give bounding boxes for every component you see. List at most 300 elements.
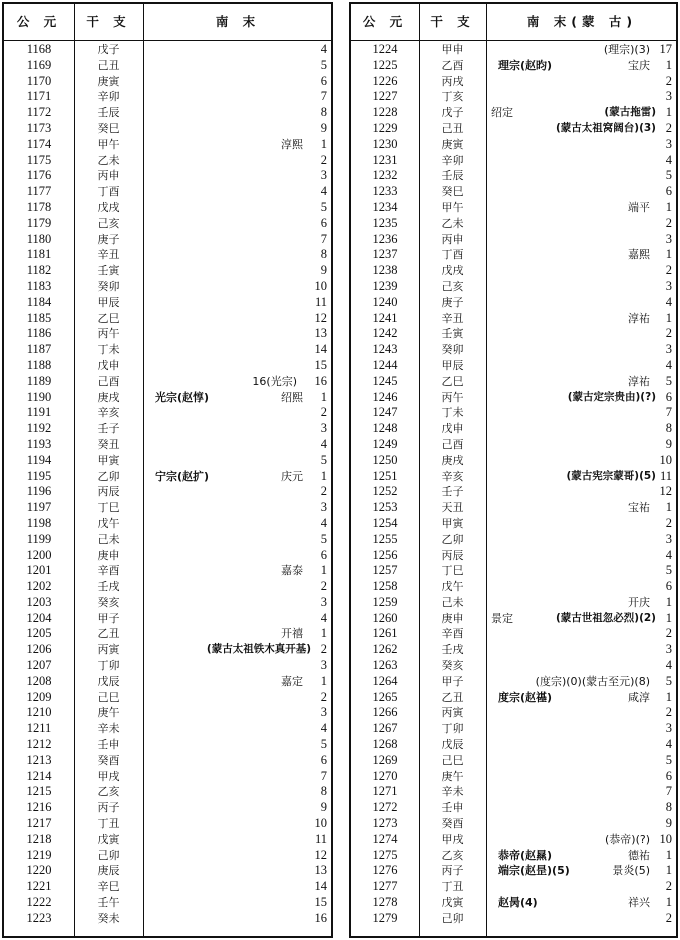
- table-row: [351, 800, 676, 816]
- year-cell: 1272: [372, 800, 398, 815]
- table-row: [351, 516, 676, 532]
- regnal-year: 2: [665, 515, 672, 530]
- regnal-year: 2: [665, 626, 672, 641]
- ganzhi-cell: 庚午: [441, 769, 464, 783]
- regnal-year: 1: [665, 500, 672, 515]
- year-cell: 1235: [372, 215, 398, 230]
- table-row: [4, 895, 331, 911]
- regnal-year: 8: [320, 784, 327, 799]
- era-name: 嘉熙: [628, 248, 650, 262]
- year-cell: 1188: [26, 357, 52, 372]
- regnal-year: 11: [314, 831, 327, 846]
- table-row: [351, 263, 676, 279]
- table-row: [4, 832, 331, 848]
- year-cell: 1239: [372, 278, 398, 293]
- era-name: 咸淳: [628, 690, 650, 704]
- ganzhi-cell: 癸酉: [441, 817, 464, 831]
- year-cell: 1189: [26, 373, 52, 388]
- ganzhi-cell: 丙戌: [441, 74, 464, 88]
- regnal-year: 5: [320, 737, 327, 752]
- regnal-year: 4: [320, 515, 327, 530]
- regnal-year: 2: [320, 689, 327, 704]
- year-cell: 1229: [372, 120, 398, 135]
- regnal-year: 4: [665, 658, 672, 673]
- ganzhi-cell: 壬子: [97, 422, 120, 436]
- ganzhi-cell: 丙午: [441, 390, 464, 404]
- regnal-year: 6: [320, 752, 327, 767]
- regnal-year: 1: [665, 689, 672, 704]
- ganzhi-cell: 甲寅: [441, 516, 464, 530]
- ganzhi-cell: 丁酉: [97, 185, 120, 199]
- year-cell: 1253: [372, 500, 398, 515]
- regnal-year: 3: [320, 168, 327, 183]
- left-table-header: [4, 4, 331, 41]
- ganzhi-cell: 丙寅: [97, 643, 120, 657]
- table-row: [351, 737, 676, 753]
- table-row: [351, 342, 676, 358]
- year-cell: 1251: [372, 468, 398, 483]
- ganzhi-cell: 庚子: [97, 232, 120, 246]
- year-cell: 1177: [26, 184, 52, 199]
- ganzhi-cell: 甲戌: [441, 832, 464, 846]
- ganzhi-cell: 丁未: [97, 343, 120, 357]
- ganzhi-cell: 乙卯: [97, 469, 120, 483]
- era-name: 开庆: [628, 595, 650, 609]
- ganzhi-cell: 戊午: [97, 516, 120, 530]
- header-dynasty: 南 末(蒙 古): [526, 14, 638, 29]
- table-row: [4, 232, 331, 248]
- ganzhi-cell: 乙丑: [441, 690, 464, 704]
- table-row: [351, 579, 676, 595]
- table-row: [351, 911, 676, 927]
- regnal-year: 8: [665, 421, 672, 436]
- table-row: [4, 421, 331, 437]
- era-prefix: 16(光宗): [252, 374, 297, 388]
- ganzhi-cell: 乙巳: [441, 374, 464, 388]
- year-cell: 1261: [372, 626, 398, 641]
- ganzhi-cell: 丁未: [441, 406, 464, 420]
- regnal-year: 17: [659, 42, 672, 56]
- header-year: 公 元: [16, 14, 62, 29]
- regnal-year: 3: [320, 705, 327, 720]
- year-cell: 1264: [372, 673, 398, 688]
- table-row: [4, 42, 331, 58]
- regnal-year: 4: [320, 184, 327, 199]
- ganzhi-cell: 辛卯: [441, 153, 464, 167]
- regnal-year: 2: [665, 326, 672, 341]
- table-row: [351, 437, 676, 453]
- regnal-year: 5: [665, 563, 672, 578]
- table-row: [4, 532, 331, 548]
- ganzhi-cell: 戊午: [441, 580, 464, 594]
- year-cell: 1269: [372, 752, 398, 767]
- year-cell: 1181: [26, 247, 52, 262]
- regnal-year: 1: [665, 895, 672, 910]
- year-cell: 1184: [26, 294, 52, 309]
- table-row: [351, 500, 676, 516]
- year-cell: 1265: [372, 689, 398, 704]
- regnal-year: 11: [659, 468, 672, 483]
- table-row: [4, 611, 331, 627]
- year-cell: 1191: [26, 405, 52, 420]
- table-row: [4, 374, 331, 390]
- table-row: [351, 295, 676, 311]
- emperor-label: 理宗(赵昀): [498, 58, 553, 72]
- regnal-year: 3: [665, 342, 672, 357]
- ganzhi-cell: 己未: [97, 532, 120, 546]
- ganzhi-cell: 壬寅: [441, 327, 464, 341]
- table-row: [4, 326, 331, 342]
- table-row: [351, 374, 676, 390]
- table-row: [4, 405, 331, 421]
- ganzhi-cell: 甲辰: [441, 358, 464, 372]
- regnal-year: 6: [665, 768, 672, 783]
- table-row: [351, 863, 676, 879]
- regnal-year: 3: [665, 231, 672, 246]
- table-row: [4, 658, 331, 674]
- regnal-year: 5: [320, 199, 327, 214]
- ganzhi-cell: 乙亥: [97, 785, 120, 799]
- regnal-year: 1: [665, 594, 672, 609]
- year-cell: 1238: [372, 263, 398, 278]
- year-cell: 1214: [26, 768, 52, 783]
- ganzhi-cell: 辛酉: [97, 564, 120, 578]
- era-prefix: 景定: [491, 611, 513, 625]
- table-row: [351, 642, 676, 658]
- year-cell: 1248: [372, 421, 398, 436]
- regnal-year: 1: [665, 57, 672, 72]
- regnal-year: 5: [320, 452, 327, 467]
- ganzhi-cell: 甲辰: [97, 295, 120, 309]
- year-cell: 1244: [372, 357, 398, 372]
- ganzhi-cell: 癸酉: [97, 753, 120, 767]
- regnal-year: 13: [314, 326, 327, 341]
- ganzhi-cell: 癸巳: [441, 185, 464, 199]
- ganzhi-cell: 戊申: [441, 422, 464, 436]
- table-row: [4, 579, 331, 595]
- regnal-year: 9: [320, 800, 327, 815]
- table-row: [351, 769, 676, 785]
- year-cell: 1193: [26, 436, 52, 451]
- year-cell: 1212: [26, 737, 52, 752]
- regnal-year: 16: [314, 910, 327, 925]
- regnal-year: 5: [665, 673, 672, 688]
- ganzhi-cell: 壬子: [441, 485, 464, 499]
- regnal-year: 4: [320, 436, 327, 451]
- ganzhi-cell: 庚戌: [441, 453, 464, 467]
- mongol-note: (蒙古定宗贵由)(?): [567, 390, 656, 403]
- regnal-year: 2: [665, 705, 672, 720]
- year-cell: 1220: [26, 863, 52, 878]
- table-row: [351, 232, 676, 248]
- ganzhi-cell: 庚子: [441, 295, 464, 309]
- regnal-year: 6: [320, 215, 327, 230]
- year-cell: 1274: [372, 831, 398, 846]
- year-cell: 1182: [26, 263, 52, 278]
- year-cell: 1174: [26, 136, 52, 151]
- left-table: [2, 2, 333, 938]
- ganzhi-cell: 丁丑: [441, 880, 464, 894]
- era-name: 淳熙: [281, 137, 303, 151]
- table-row: [351, 690, 676, 706]
- regnal-year: 3: [320, 500, 327, 515]
- year-cell: 1206: [26, 642, 52, 657]
- year-cell: 1198: [26, 515, 52, 530]
- regnal-year: 4: [665, 737, 672, 752]
- ganzhi-cell: 癸巳: [97, 121, 120, 135]
- table-row: [351, 563, 676, 579]
- ganzhi-cell: 己丑: [441, 121, 464, 135]
- year-cell: 1243: [372, 342, 398, 357]
- regnal-year: 4: [665, 294, 672, 309]
- year-cell: 1202: [26, 579, 52, 594]
- regnal-year: 4: [320, 721, 327, 736]
- year-cell: 1197: [26, 500, 52, 515]
- table-row: [351, 784, 676, 800]
- year-cell: 1241: [372, 310, 398, 325]
- table-row: [351, 848, 676, 864]
- year-cell: 1226: [372, 73, 398, 88]
- table-row: [351, 153, 676, 169]
- year-cell: 1254: [372, 515, 398, 530]
- ganzhi-cell: 辛亥: [97, 406, 120, 420]
- regnal-year: 6: [665, 184, 672, 199]
- regnal-year: 5: [665, 752, 672, 767]
- regnal-year: 11: [314, 294, 327, 309]
- ganzhi-cell: 己酉: [97, 374, 120, 388]
- table-row: [4, 390, 331, 406]
- regnal-year: 2: [320, 484, 327, 499]
- regnal-year: 3: [665, 278, 672, 293]
- ganzhi-cell: 庚申: [441, 611, 464, 625]
- era-name: 嘉定: [281, 674, 303, 688]
- ganzhi-cell: 戊寅: [441, 896, 464, 910]
- table-row: [351, 753, 676, 769]
- regnal-year: 15: [314, 895, 327, 910]
- regnal-year: 4: [665, 152, 672, 167]
- ganzhi-cell: 己卯: [441, 911, 464, 925]
- year-cell: 1219: [26, 847, 52, 862]
- ganzhi-cell: 己亥: [97, 216, 120, 230]
- ganzhi-cell: 丙午: [97, 327, 120, 341]
- regnal-year: 14: [314, 879, 327, 894]
- table-row: [4, 563, 331, 579]
- ganzhi-cell: 庚申: [97, 548, 120, 562]
- table-row: [351, 421, 676, 437]
- regnal-year: 1: [665, 199, 672, 214]
- year-cell: 1255: [372, 531, 398, 546]
- table-row: [351, 595, 676, 611]
- ganzhi-cell: 壬申: [97, 738, 120, 752]
- year-cell: 1263: [372, 658, 398, 673]
- table-row: [351, 74, 676, 90]
- ganzhi-cell: 辛未: [97, 722, 120, 736]
- ganzhi-cell: 己巳: [441, 753, 464, 767]
- ganzhi-cell: 癸未: [97, 911, 120, 925]
- table-row: [351, 611, 676, 627]
- regnal-year: 7: [320, 768, 327, 783]
- year-cell: 1279: [372, 910, 398, 925]
- year-cell: 1218: [26, 831, 52, 846]
- regnal-year: 13: [314, 863, 327, 878]
- ganzhi-cell: 壬午: [97, 896, 120, 910]
- table-row: [351, 484, 676, 500]
- ganzhi-cell: 丙辰: [441, 548, 464, 562]
- year-cell: 1200: [26, 547, 52, 562]
- regnal-year: 16: [314, 373, 327, 388]
- era-prefix: (恭帝)(?): [604, 832, 650, 846]
- ganzhi-cell: 癸亥: [441, 659, 464, 673]
- regnal-year: 1: [665, 610, 672, 625]
- year-cell: 1270: [372, 768, 398, 783]
- year-cell: 1176: [26, 168, 52, 183]
- regnal-year: 1: [320, 626, 327, 641]
- regnal-year: 6: [665, 579, 672, 594]
- ganzhi-cell: 甲午: [97, 137, 120, 151]
- regnal-year: 1: [320, 389, 327, 404]
- ganzhi-cell: 丁巳: [441, 564, 464, 578]
- regnal-year: 8: [320, 105, 327, 120]
- table-row: [351, 326, 676, 342]
- year-cell: 1246: [372, 389, 398, 404]
- year-cell: 1234: [372, 199, 398, 214]
- year-cell: 1216: [26, 800, 52, 815]
- table-row: [4, 279, 331, 295]
- emperor-label: 赵昺(4): [498, 896, 538, 910]
- ganzhi-cell: 丙辰: [97, 485, 120, 499]
- table-row: [4, 911, 331, 927]
- ganzhi-cell: 丙申: [97, 169, 120, 183]
- regnal-year: 3: [320, 421, 327, 436]
- ganzhi-cell: 戊寅: [97, 832, 120, 846]
- year-cell: 1273: [372, 816, 398, 831]
- table-row: [351, 532, 676, 548]
- year-cell: 1196: [26, 484, 52, 499]
- table-row: [351, 200, 676, 216]
- regnal-year: 1: [665, 247, 672, 262]
- table-row: [351, 390, 676, 406]
- regnal-year: 1: [665, 310, 672, 325]
- year-cell: 1213: [26, 752, 52, 767]
- year-cell: 1203: [26, 594, 52, 609]
- year-cell: 1231: [372, 152, 398, 167]
- table-row: [4, 153, 331, 169]
- table-row: [4, 58, 331, 74]
- regnal-year: 4: [665, 357, 672, 372]
- year-cell: 1187: [26, 342, 52, 357]
- regnal-year: 7: [665, 784, 672, 799]
- table-row: [4, 89, 331, 105]
- ganzhi-cell: 丙子: [441, 864, 464, 878]
- year-cell: 1185: [26, 310, 52, 325]
- ganzhi-cell: 己酉: [441, 437, 464, 451]
- ganzhi-cell: 乙卯: [441, 532, 464, 546]
- regnal-year: 1: [320, 563, 327, 578]
- year-cell: 1173: [26, 120, 52, 135]
- mongol-note: (蒙古世祖忽必烈)(2): [555, 611, 656, 624]
- year-cell: 1195: [26, 468, 52, 483]
- table-row: [4, 816, 331, 832]
- ganzhi-cell: 甲戌: [97, 769, 120, 783]
- year-cell: 1172: [26, 105, 52, 120]
- year-cell: 1209: [26, 689, 52, 704]
- year-cell: 1204: [26, 610, 52, 625]
- year-cell: 1278: [372, 895, 398, 910]
- ganzhi-cell: 甲申: [441, 43, 464, 56]
- ganzhi-cell: 乙未: [441, 216, 464, 230]
- table-row: [4, 484, 331, 500]
- table-row: [351, 405, 676, 421]
- ganzhi-cell: 甲午: [441, 200, 464, 214]
- table-row: [4, 358, 331, 374]
- era-name: 端平: [628, 200, 650, 214]
- era-name: 开禧: [281, 627, 303, 641]
- year-cell: 1276: [372, 863, 398, 878]
- ganzhi-cell: 辛卯: [97, 90, 120, 104]
- regnal-year: 2: [320, 642, 327, 657]
- year-cell: 1201: [26, 563, 52, 578]
- year-cell: 1262: [372, 642, 398, 657]
- table-row: [4, 516, 331, 532]
- table-row: [4, 121, 331, 137]
- ganzhi-cell: 己卯: [97, 848, 120, 862]
- table-row: [4, 168, 331, 184]
- ganzhi-cell: 庚辰: [97, 864, 120, 878]
- year-cell: 1252: [372, 484, 398, 499]
- year-cell: 1217: [26, 816, 52, 831]
- table-row: [351, 42, 676, 58]
- ganzhi-cell: 丁卯: [97, 659, 120, 673]
- year-cell: 1222: [26, 895, 52, 910]
- ganzhi-cell: 丁卯: [441, 722, 464, 736]
- year-cell: 1257: [372, 563, 398, 578]
- table-row: [351, 121, 676, 137]
- table-row: [4, 469, 331, 485]
- year-cell: 1247: [372, 405, 398, 420]
- header-ganzhi: 干 支: [430, 14, 475, 29]
- year-cell: 1224: [372, 42, 398, 56]
- era-name: 宝庆: [628, 58, 650, 72]
- regnal-year: 5: [320, 57, 327, 72]
- year-cell: 1225: [372, 57, 398, 72]
- table-row: [4, 848, 331, 864]
- table-row: [4, 500, 331, 516]
- regnal-year: 15: [314, 357, 327, 372]
- regnal-year: 12: [659, 484, 672, 499]
- table-row: [351, 626, 676, 642]
- ganzhi-cell: 乙亥: [441, 848, 464, 862]
- table-row: [4, 626, 331, 642]
- table-row: [4, 137, 331, 153]
- year-cell: 1170: [26, 73, 52, 88]
- ganzhi-cell: 丙子: [97, 801, 120, 815]
- table-row: [4, 216, 331, 232]
- ganzhi-cell: 辛丑: [441, 311, 464, 325]
- year-cell: 1250: [372, 452, 398, 467]
- table-row: [4, 200, 331, 216]
- table-row: [4, 453, 331, 469]
- ganzhi-cell: 己丑: [97, 58, 120, 72]
- year-cell: 1242: [372, 326, 398, 341]
- table-row: [351, 216, 676, 232]
- table-row: [351, 168, 676, 184]
- year-cell: 1221: [26, 879, 52, 894]
- regnal-year: 6: [665, 389, 672, 404]
- table-row: [4, 105, 331, 121]
- table-row: [4, 595, 331, 611]
- ganzhi-cell: 甲子: [441, 674, 464, 688]
- era-name: 德祐: [628, 848, 650, 862]
